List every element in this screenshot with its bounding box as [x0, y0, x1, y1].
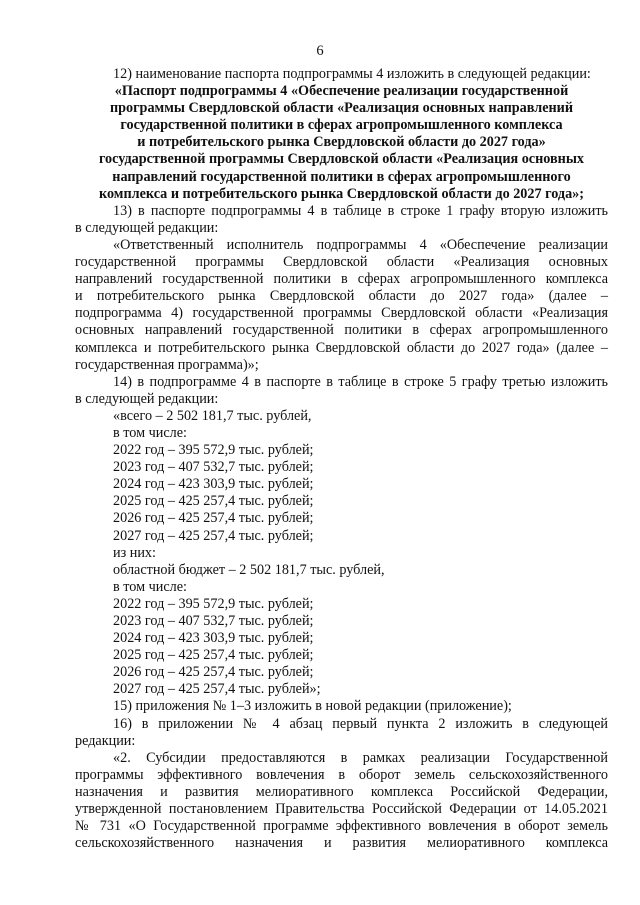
text-line: государственной программы Свердловской области «Реализация основных: [98, 151, 585, 168]
text-line: назначения и развития мелиоративного комплекса Российской Федерации,: [75, 783, 608, 800]
text-line: 13) в паспорте подпрограммы 4 в таблице в строке 1 графу вторую изложить: [113, 202, 608, 219]
text-line: 16) в приложении № 4 абзац первый пункта 2 изложить в следующей: [113, 715, 608, 732]
text-line: направлений государственной политики в сферах агропромышленного: [112, 168, 571, 185]
text-line: программы Свердловской области «Реализация основных направлений: [109, 100, 574, 117]
text-line: основных направлений государственной политики в сферах агропромышленного: [75, 322, 608, 339]
text-line: «всего – 2 502 181,7 тыс. рублей,: [113, 407, 312, 424]
text-line: в следующей редакции:: [75, 390, 219, 407]
text-line: 2023 год – 407 532,7 тыс. рублей;: [113, 613, 314, 629]
text-line: «Паспорт подпрограммы 4 «Обеспечение реализации государственной: [114, 83, 569, 100]
text-line: № 731 «О Государственной программе эффективного вовлечения в оборот земель: [75, 818, 608, 835]
text-line: утвержденной постановлением Правительства Российской Федерации от 14.05.2021: [75, 801, 608, 818]
text-line: и потребительского рынка Свердловской области до 2027 года» (далее –: [75, 288, 608, 305]
text-line: комплекса и потребительского рынка Свердловской области до 2027 года» (далее –: [75, 339, 608, 356]
text-line: 2026 год – 425 257,4 тыс. рублей;: [113, 664, 314, 681]
text-line: 2022 год – 395 572,9 тыс. рублей;: [113, 442, 314, 459]
text-line: государственной политики в сферах агропромышленного комплекса: [120, 117, 563, 134]
page-number: 6: [316, 43, 324, 59]
text-line: программы эффективного вовлечения в оборот земель сельскохозяйственного: [75, 766, 608, 783]
text-line: и потребительского рынка Свердловской области до 2027 года»: [137, 134, 546, 151]
text-line: в том числе:: [113, 424, 187, 441]
text-line: 2027 год – 425 257,4 тыс. рублей;: [113, 527, 314, 544]
text-line: комплекса и потребительского рынка Свердловской области до 2027 года»;: [98, 185, 584, 202]
text-line: 12) наименование паспорта подпрограммы 4 изложить в следующей редакции:: [113, 66, 591, 82]
text-line: 2024 год – 423 303,9 тыс. рублей;: [113, 476, 314, 493]
text-line: из них:: [113, 544, 156, 561]
text-line: подпрограмма 4) государственной программы Свердловской области «Реализация: [75, 305, 608, 322]
text-line: государственной программы Свердловской области «Реализация основных: [75, 254, 608, 271]
text-line: «Ответственный исполнитель подпрограммы 4 «Обеспечение реализации: [113, 236, 608, 253]
text-line: 14) в подпрограмме 4 в паспорте в таблице в строке 5 графу третью изложить: [113, 373, 608, 390]
text-line: редакции:: [75, 732, 136, 749]
text-line: 2027 год – 425 257,4 тыс. рублей»;: [113, 681, 321, 698]
text-line: 2024 год – 423 303,9 тыс. рублей;: [113, 630, 314, 647]
text-line: в следующей редакции:: [75, 219, 219, 236]
text-line: 2026 год – 425 257,4 тыс. рублей;: [113, 510, 314, 527]
text-line: «2. Субсидии предоставляются в рамках реализации Государственной: [113, 749, 608, 766]
text-line: областной бюджет – 2 502 181,7 тыс. рублей,: [113, 561, 385, 578]
text-line: 2022 год – 395 572,9 тыс. рублей;: [113, 595, 314, 612]
text-line: 2023 год – 407 532,7 тыс. рублей;: [113, 459, 314, 476]
text-line: 15) приложения № 1–3 изложить в новой редакции (приложение);: [113, 698, 512, 715]
document-body: [75, 66, 608, 852]
text-line: сельскохозяйственного назначения и развития мелиоративного комплекса: [75, 835, 608, 852]
text-line: направлений государственной политики в сферах агропромышленного комплекса: [75, 271, 608, 288]
text-line: 2025 год – 425 257,4 тыс. рублей;: [113, 647, 314, 664]
text-line: в том числе:: [113, 578, 187, 595]
text-line: государственная программа)»;: [75, 356, 259, 373]
text-line: 2025 год – 425 257,4 тыс. рублей;: [113, 493, 314, 510]
